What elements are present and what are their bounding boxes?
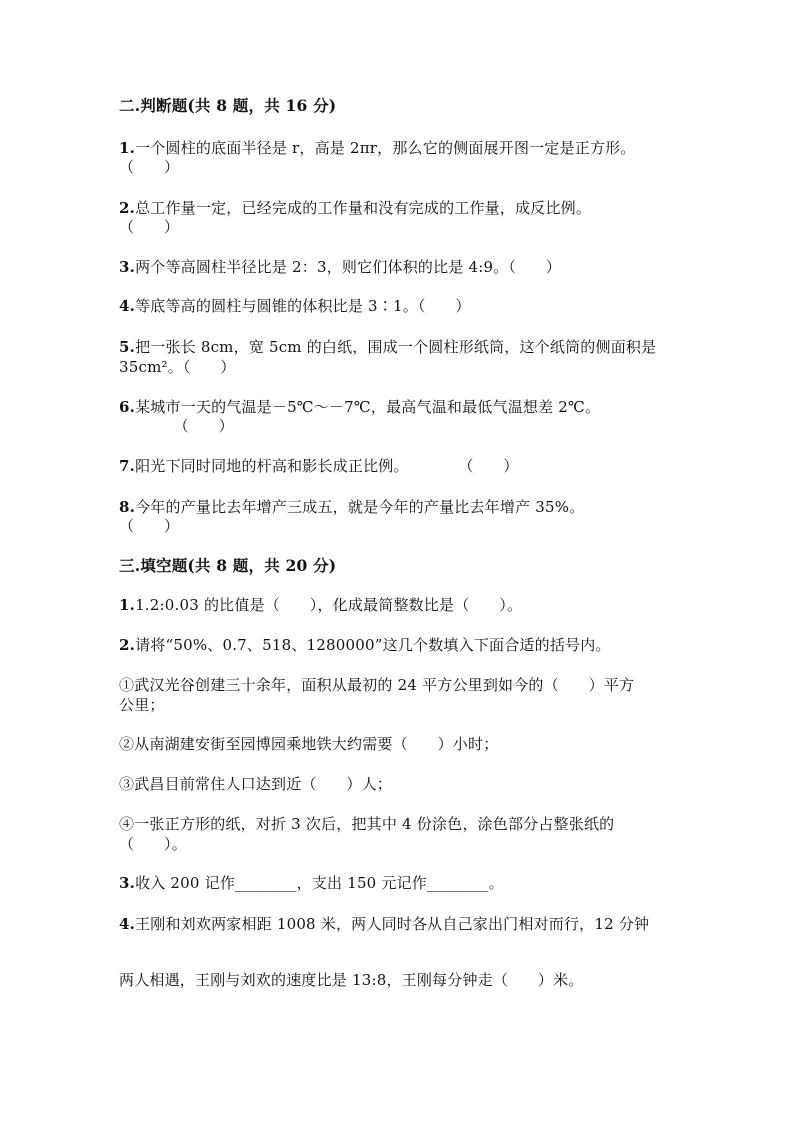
item-number: 1. bbox=[119, 139, 136, 157]
item-number: 7. bbox=[119, 457, 136, 475]
item-text: 两个等高圆柱半径比是 2：3，则它们体积的比是 4:9。（ ） bbox=[135, 258, 562, 276]
item-text: ③武昌目前常住人口达到近（ ）人； bbox=[119, 775, 393, 793]
item-text: 阳光下同时同地的杆高和影长成正比例。 （ ） bbox=[135, 457, 519, 475]
item-text: ④一张正方形的纸，对折 3 次后，把其中 4 份涂色，涂色部分占整张纸的 bbox=[119, 815, 615, 833]
item-text: 某城市一天的气温是－5℃～－7℃，最高气温和最低气温想差 2℃。 bbox=[135, 398, 601, 416]
item-text: 1.2:0.03 的比值是（ ），化成最简整数比是（ ）。 bbox=[135, 596, 523, 614]
item-text: 请将“50%、0.7、518、1280000”这几个数填入下面合适的括号内。 bbox=[135, 636, 611, 654]
item-text: 总工作量一定，已经完成的工作量和没有完成的工作量，成反比例。 bbox=[135, 199, 592, 217]
item-text: 等底等高的圆柱与圆锥的体积比是 3∶1。（ ） bbox=[135, 297, 471, 315]
item-text-continued: 公里； bbox=[119, 696, 165, 714]
section3-heading: 三.填空题(共 8 题，共 20 分) bbox=[119, 556, 337, 575]
item-text-continued: 两人相遇，王刚与刘欢的速度比是 13:8，王刚每分钟走（ ）米。 bbox=[119, 971, 584, 989]
section2-heading: 二.判断题(共 8 题，共 16 分) bbox=[119, 96, 337, 115]
item-number: 8. bbox=[119, 498, 136, 516]
item-number: 4. bbox=[119, 915, 136, 933]
item-text: 王刚和刘欢两家相距 1008 米，两人同时各从自己家出门相对而行，12 分钟 bbox=[135, 915, 650, 933]
item-text: ②从南湖建安街至园博园乘地铁大约需要（ ）小时； bbox=[119, 735, 499, 753]
item-number: 1. bbox=[119, 596, 136, 614]
answer-blank: （ ） bbox=[119, 417, 234, 435]
item-text: 一个圆柱的底面半径是 r，高是 2πr，那么它的侧面展开图一定是正方形。 bbox=[135, 139, 636, 157]
item-number: 2. bbox=[119, 636, 136, 654]
item-text: 今年的产量比去年增产三成五，就是今年的产量比去年增产 35%。 bbox=[135, 498, 585, 516]
item-text: 收入 200 记作________，支出 150 元记作________。 bbox=[135, 874, 504, 892]
item-number: 3. bbox=[119, 258, 136, 276]
item-text: ①武汉光谷创建三十余年，面积从最初的 24 平方公里到如今的（ ）平方 bbox=[119, 676, 635, 694]
answer-blank: （ ） bbox=[119, 517, 180, 535]
answer-blank: （ ）。 bbox=[119, 835, 187, 853]
item-number: 5. bbox=[119, 338, 136, 356]
item-number: 3. bbox=[119, 874, 136, 892]
item-number: 6. bbox=[119, 398, 136, 416]
answer-blank: （ ） bbox=[119, 218, 180, 236]
item-number: 2. bbox=[119, 199, 136, 217]
item-number: 4. bbox=[119, 297, 136, 315]
item-text-continued: 35cm²。（ ） bbox=[119, 358, 236, 376]
item-text: 把一张长 8cm，宽 5cm 的白纸，围成一个圆柱形纸筒，这个纸筒的侧面积是 bbox=[135, 338, 657, 356]
answer-blank: （ ） bbox=[119, 158, 180, 176]
